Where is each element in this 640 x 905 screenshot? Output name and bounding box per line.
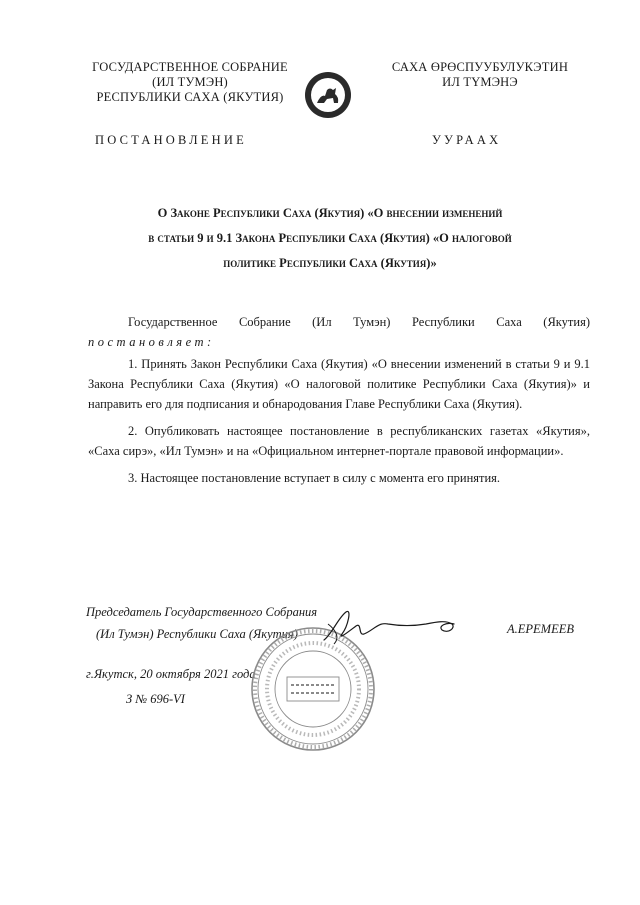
position-line2: (Ил Тумэн) Республики Саха (Якутия) (96, 627, 298, 641)
signatory-name: А.ЕРЕМЕЕВ (507, 622, 574, 636)
title-line1: О Законе Республики Саха (Якутия) «О внесении изменений (157, 206, 503, 220)
org-name-ru-line1: ГОСУДАРСТВЕННОЕ СОБРАНИЕ (92, 60, 288, 74)
coat-of-arms-emblem-icon (303, 70, 353, 120)
document-number: З № 696-VI (126, 692, 185, 706)
handwritten-signature-icon (318, 604, 460, 650)
org-name-sah-line2: ИЛ ТҮМЭНЭ (442, 75, 518, 89)
title-line3: политике Республики Саха (Якутия)» (223, 256, 437, 270)
intro-paragraph (88, 312, 590, 352)
header-right-block (370, 60, 590, 90)
header-left-block (80, 60, 300, 105)
org-name-ru-line3: РЕСПУБЛИКИ САХА (ЯКУТИЯ) (96, 90, 284, 104)
place-date: г.Якутск, 20 октября 2021 года (86, 667, 256, 681)
decree-items (88, 354, 590, 495)
title-line2: в статьи 9 и 9.1 Закона Республики Саха (Якутия) «О налоговой (148, 231, 512, 245)
org-name-ru-line2: (ИЛ ТУМЭН) (152, 75, 228, 89)
decree-item-1: 1. Принять Закон Республики Саха (Якутия) «О внесении изменений в статьи 9 и 9.1 Закона Республики Саха (Якутия) «О налоговой политике Республики Саха (Якутия)» и направить его для подписания и обнародования Главе Республики Саха (Якутия). (88, 357, 590, 411)
org-name-sah-line1: САХА ӨРӨСПУУБУЛУКЭТИН (391, 60, 569, 74)
position-line1: Председатель Государственного Собрания (86, 605, 318, 619)
decree-item-2: 2. Опубликовать настоящее постановление в республиканских газетах «Якутия», «Саха сирэ», «Ил Тумэн» и на «Официальном интернет-портале правовой информации». (88, 424, 590, 458)
decree-label-sah: УУРААХ (432, 133, 502, 147)
intro-line2: постановляет: (88, 335, 215, 349)
document-title (120, 201, 540, 276)
decree-item-3: 3. Настоящее постановление вступает в силу с момента его принятия. (128, 471, 501, 485)
decree-label-ru: ПОСТАНОВЛЕНИЕ (95, 133, 247, 147)
intro-line1: Государственное Собрание (Ил Тумэн) Республики Саха (Якутия) (128, 315, 590, 329)
